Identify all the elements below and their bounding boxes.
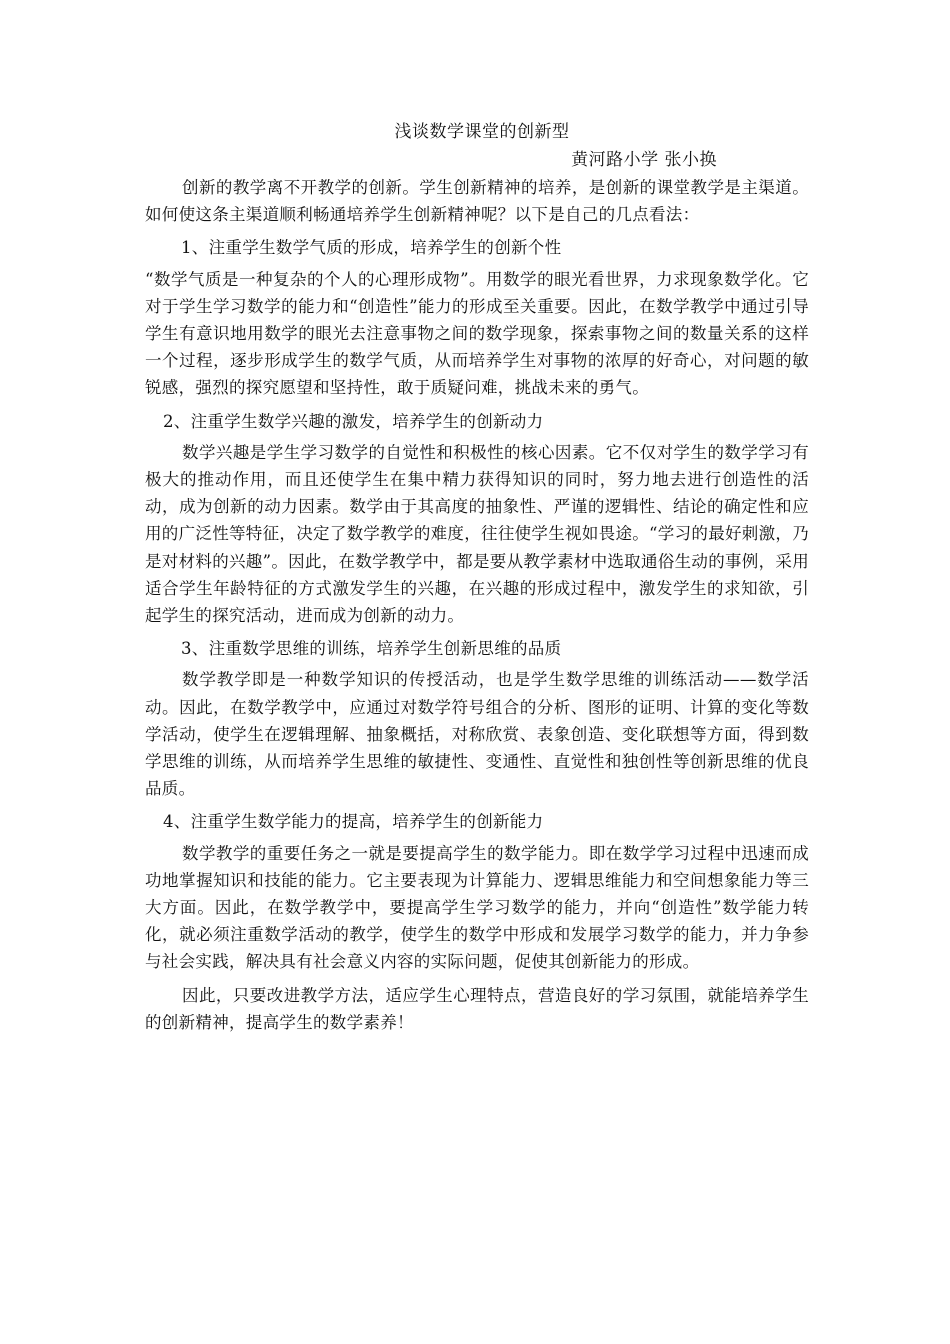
section-2-heading: 2、注重学生数学兴趣的激发，培养学生的创新动力 <box>163 411 544 431</box>
section-2-body: 数学兴趣是学生学习数学的自觉性和积极性的核心因素。它不仅对学生的数学学习有极大的推动作用，而且还使学生在集中精力获得知识的同时，努力地去进行创造性的活动，成为创新的动力因素。数学由于其高度的抽象性、严谨的逻辑性、结论的确定性和应用的广泛性等特征，决定了数学教学的难度，往往使学生视如畏途。“学习的最好刺激，乃是对材料的兴趣”。因此，在数学教学中，都是要从教学素材中选取通俗生动的事例，采用适合学生年龄特征的方式激发学生的兴趣，在兴趣的形成过程中，激发学生的求知欲，引起学生的探究活动，进而成为创新的动力。 <box>145 442 809 626</box>
section-3-body: 数学教学即是一种数学知识的传授活动，也是学生数学思维的训练活动——数学活动。因此，在数学教学中，应通过对数学符号组合的分析、图形的证明、计算的变化等数学活动，使学生在逻辑理解、抽象概括，对称欣赏、表象创造、变化联想等方面，得到数学思维的训练，从而培养学生思维的敏捷性、变通性、直觉性和独创性等创新思维的优良品质。 <box>145 670 809 799</box>
document-author: 黄河路小学 张小换 <box>571 150 717 170</box>
section-3-heading: 3、注重数学思维的训练，培养学生创新思维的品质 <box>181 639 562 659</box>
section-1-body: “数学气质是一种复杂的个人的心理形成物”。用数学的眼光看世界，力求现象数学化。它对于学生学习数学的能力和“创造性”能力的形成至关重要。因此，在数学教学中通过引导学生有意识地用数学的眼光去注意事物之间的数学现象，探索事物之间的数量关系的这样一个过程，逐步形成学生的数学气质，从而培养学生对事物的浓厚的好奇心，对问题的敏锐感，强烈的探究愿望和坚持性，敢于质疑问难，挑战未来的勇气。 <box>145 269 809 398</box>
document-page <box>145 118 809 1036</box>
intro-paragraph: 创新的教学离不开教学的创新。学生创新精神的培养，是创新的课堂教学是主渠道。如何使这条主渠道顺利畅通培养学生创新精神呢？以下是自己的几点看法： <box>145 178 809 225</box>
section-1-heading: 1、注重学生数学气质的形成，培养学生的创新个性 <box>181 238 562 258</box>
document-title: 浅谈数学课堂的创新型 <box>394 122 570 142</box>
conclusion-paragraph: 因此，只要改进教学方法，适应学生心理特点，营造良好的学习氛围，就能培养学生的创新精神，提高学生的数学素养！ <box>145 985 809 1032</box>
section-4-body: 数学教学的重要任务之一就是要提高学生的数学能力。即在数学学习过程中迅速而成功地掌握知识和技能的能力。它主要表现为计算能力、逻辑思维能力和空间想象能力等三大方面。因此，在数学教学中，要提高学生学习数学的能力，并向“创造性”数学能力转化，就必须注重数学活动的教学，使学生的数学中形成和发展学习数学的能力，并力争参与社会实践，解决具有社会意义内容的实际问题，促使其创新能力的形成。 <box>145 843 809 972</box>
section-4-heading: 4、注重学生数学能力的提高，培养学生的创新能力 <box>163 812 544 832</box>
